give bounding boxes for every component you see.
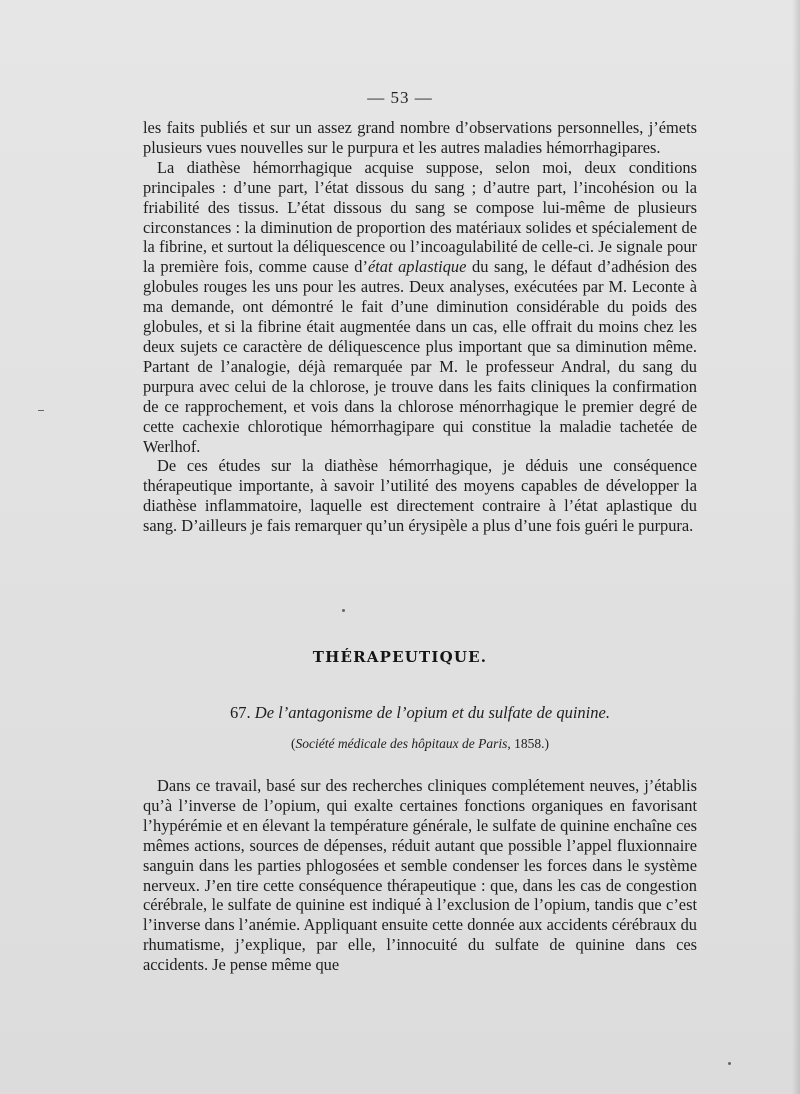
entry-title-text: De l’antagonisme de l’opium et du sulfate de quinine.: [254, 703, 610, 722]
page-edge-shadow: [792, 0, 800, 1094]
ink-speck: [728, 1062, 731, 1065]
section-heading: THÉRAPEUTIQUE.: [312, 648, 488, 666]
text-block-bottom: [143, 776, 697, 975]
paragraph-consequence: De ces études sur la diathèse hémorrhagique, je déduis une conséquence thérapeutique importante, à savoir l’utilité des moyens capables de développer la diathèse inflammatoire, laquelle est directement contraire à l’état aplastique du sang. D’ailleurs je fais remarquer qu’un érysipèle a plus d’une fois guéri le purpura.: [143, 456, 697, 536]
entry-source-rest: , 1858.): [507, 736, 549, 751]
entry-title: [0, 703, 800, 723]
paragraph-continuation: les faits publiés et sur un assez grand nombre d’observations personnelles, j’émets plusieurs vues nouvelles sur le purpura et les autres maladies hémorrhagipares.: [143, 118, 697, 157]
paragraph-opium-quinine: Dans ce travail, basé sur des recherches cliniques complétement neuves, j’établis qu’à l’inverse de l’opium, qui exalte certaines fonctions organiques en favorisant l’hypérémie et en élevant la température générale, le sulfate de quinine enchaîne ces mêmes actions, sources de dépenses, réduit autant que possible l’appel fluxionnaire sanguin dans les parties phlogosées et semble condenser les forces dans le système nerveux. J’en tire cette conséquence thérapeutique : que, dans les cas de congestion cérébrale, le sulfate de quinine est indiqué à l’exclusion de l’opium, tandis que c’est l’inverse dans l’anémie. Appliquant ensuite cette donnée aux accidents cérébraux du rhumatisme, j’explique, par elle, l’innocuité du sulfate de quinine dans ces accidents. Je pense même que: [143, 776, 697, 975]
entry-source-society: Société médicale des hôpitaux de Paris: [295, 736, 508, 751]
entry-source: [0, 736, 800, 752]
entry-number: 67.: [230, 703, 251, 722]
paragraph-diathese-text-cont: du sang, le défaut d’adhésion des globules rouges les uns pour les autres. Deux analyses, exécutées par M. Leconte à ma demande, ont démontré le fait d’une diminution considérable du poids des globules, et si la fibrine était augmentée dans un cas, elle offrait du moins chez les deux sujets ce caractère de déliquescence plus important que sa diminution même. Partant de l’analogie, déjà remarquée par M. le professeur Andral, du sang du purpura avec celui de la chlorose, je trouve dans les faits cliniques la confirmation de ce rapprochement, et vois dans la chlorose ménorrhagique le premier degré de cette cachexie chlorotique hémorrhagipare qui constitue la maladie tachetée de Werlhof.: [143, 257, 697, 456]
paragraph-diathese: [143, 158, 697, 457]
margin-mark: [38, 410, 44, 411]
ink-speck: [342, 609, 345, 612]
paragraph-diathese-text: La diathèse hémorrhagique acquise suppose, selon moi, deux conditions principales : d’une part, l’état dissous du sang ; d’autre part, l’incohésion ou la friabilité des tissus. L’état dissous du sang se compose lui-même de plusieurs circonstances : la diminution de proportion des matériaux solides et spécialement de la fibrine, et surtout la déliquescence ou l’incoagulabilité de celle-ci. Je signale pour la première fois, comme cause d’: [143, 157, 697, 277]
text-block-top: [143, 118, 697, 536]
emphasis-etat-aplastique: état aplastique: [367, 257, 467, 277]
page-number: — 53 —: [367, 88, 433, 107]
entry-source-open: (: [291, 736, 296, 751]
